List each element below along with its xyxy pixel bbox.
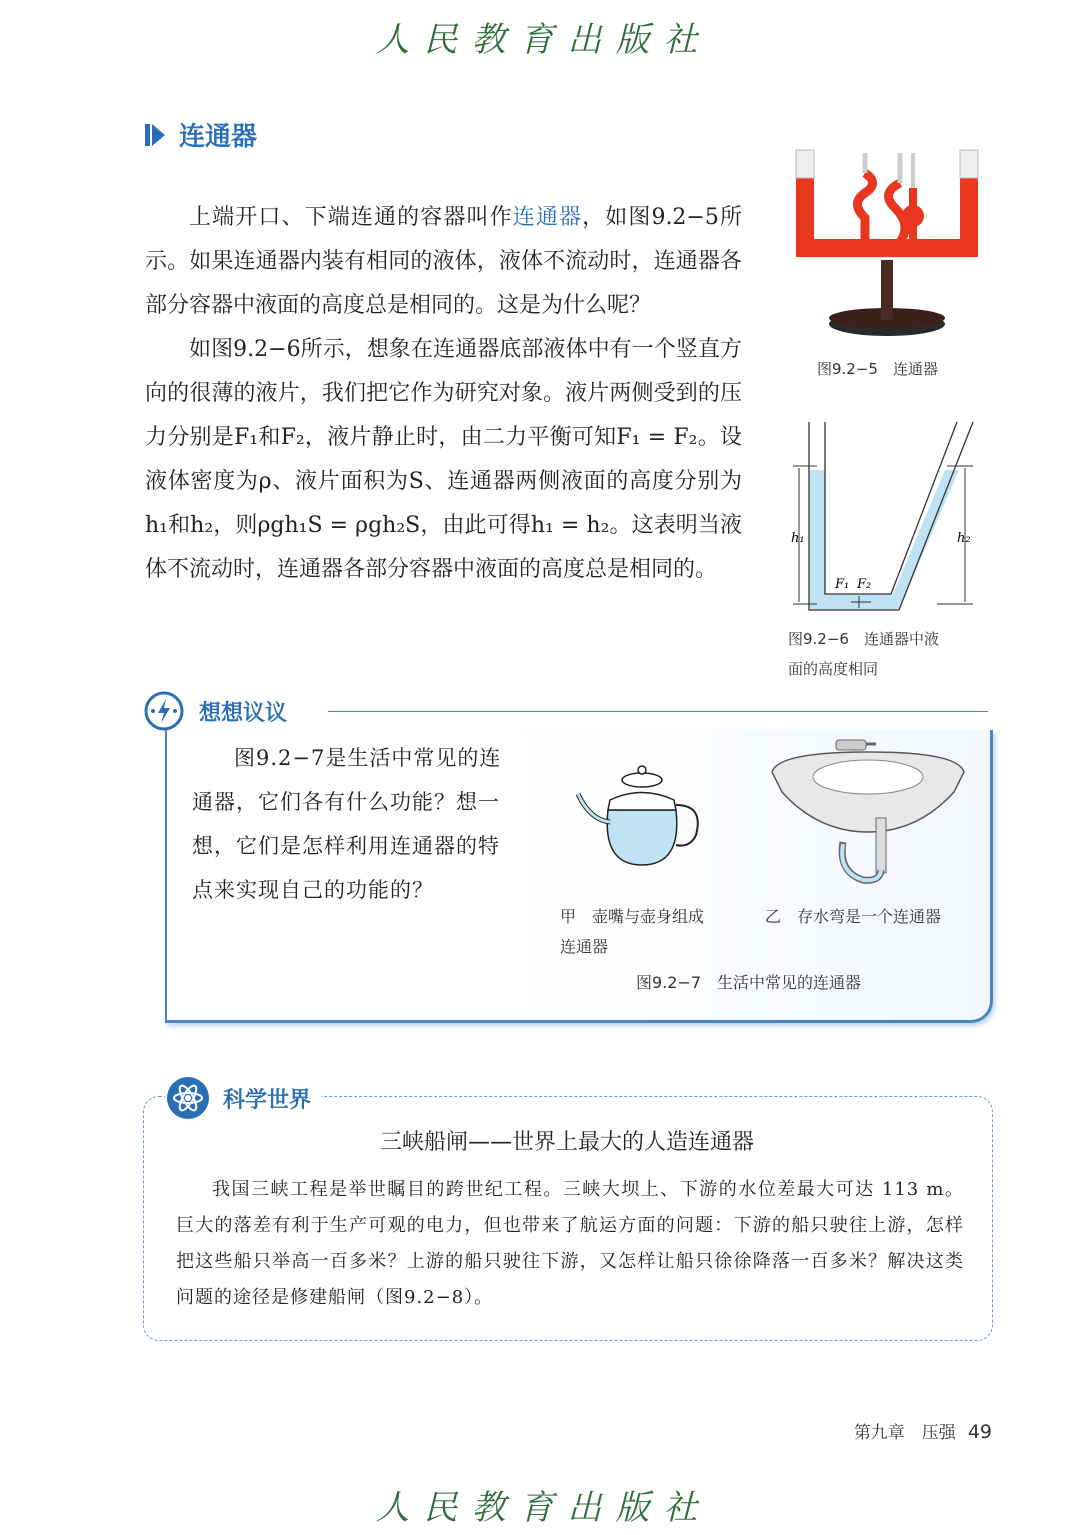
label-f2: F₂ xyxy=(857,577,872,592)
figure-9-2-5-caption: 图9.2−5 连通器 xyxy=(817,360,938,378)
figure-9-2-7-caption: 图9.2−7 生活中常见的连通器 xyxy=(636,973,862,992)
sink-image xyxy=(768,732,968,892)
publisher-footer: 人民教育出版社 xyxy=(375,1488,712,1528)
intro-paragraph-1: 上端开口、下端连通的容器叫作连通器，如图9.2−5所示。如果连通器内装有相同的液体，液体不流动时，连通器各部分容器中液面的高度总是相同的。这是为什么呢？ xyxy=(145,205,742,318)
teapot-image xyxy=(572,760,712,870)
science-body: 我国三峡工程是举世瞩目的跨世纪工程。三峡大坝上、下游的水位差最大可达 113 m。巨大的落差有利于生产可观的电力，但也带来了航运方面的问题：下游的船只驶往上游，怎样把这些船只举高一百多米？上游的船只驶往下游，又怎样让船只徐徐降落一百多米？解决这类问题的途径是修建船闸（图9.2−8）。 xyxy=(176,1179,964,1308)
chapter-label: 第九章 压强 xyxy=(853,1423,956,1443)
term-connector: 连通器 xyxy=(512,205,583,230)
section-title: 连通器 xyxy=(179,122,258,152)
figure-9-2-7a-caption: 甲 壶嘴与壶身组成 连通器 xyxy=(560,907,705,956)
intro-text xyxy=(145,196,742,592)
think-title: 想想议议 xyxy=(199,700,288,726)
section-marker-icon xyxy=(145,124,165,146)
label-f1: F₁ xyxy=(835,577,850,592)
lightning-bulb-icon xyxy=(143,690,185,732)
science-title: 科学世界 xyxy=(223,1087,312,1113)
atom-icon xyxy=(165,1075,211,1121)
think-divider xyxy=(328,711,988,712)
connector-apparatus-image xyxy=(795,148,985,340)
publisher-header: 人民教育出版社 xyxy=(375,20,712,60)
liquid-level-diagram xyxy=(787,418,987,618)
science-subtitle: 三峡船闸——世界上最大的人造连通器 xyxy=(379,1130,754,1155)
section-heading xyxy=(145,116,257,153)
figure-9-2-6-caption: 图9.2−6 连通器中液 面的高度相同 xyxy=(788,630,939,678)
label-h1: h₁ xyxy=(791,531,805,546)
page-footer xyxy=(854,1418,992,1443)
figure-9-2-7b-caption: 乙 存水弯是一个连通器 xyxy=(765,907,942,926)
science-heading xyxy=(165,1075,321,1121)
page-number: 49 xyxy=(967,1421,992,1443)
intro-paragraph-2: 如图9.2−6所示，想象在连通器底部液体中有一个竖直方向的很薄的液片，我们把它作为研究对象。液片两侧受到的压力分别是F₁和F₂，液片静止时，由二力平衡可知F₁ = F₂。设液体密度为ρ、液片面积为S、连通器两侧液面的高度分别为h₁和h₂，则ρgh₁S = ρgh₂S，由此可得h₁ = h₂。这表明当液体不流动时，连通器各部分容器中液面的高度总是相同的。 xyxy=(145,337,742,582)
think-question: 图9.2−7是生活中常见的连通器，它们各有什么功能？想一想，它们是怎样利用连通器的特点来实现自己的功能的？ xyxy=(192,746,502,902)
think-heading xyxy=(143,690,287,732)
label-h2: h₂ xyxy=(957,531,971,546)
